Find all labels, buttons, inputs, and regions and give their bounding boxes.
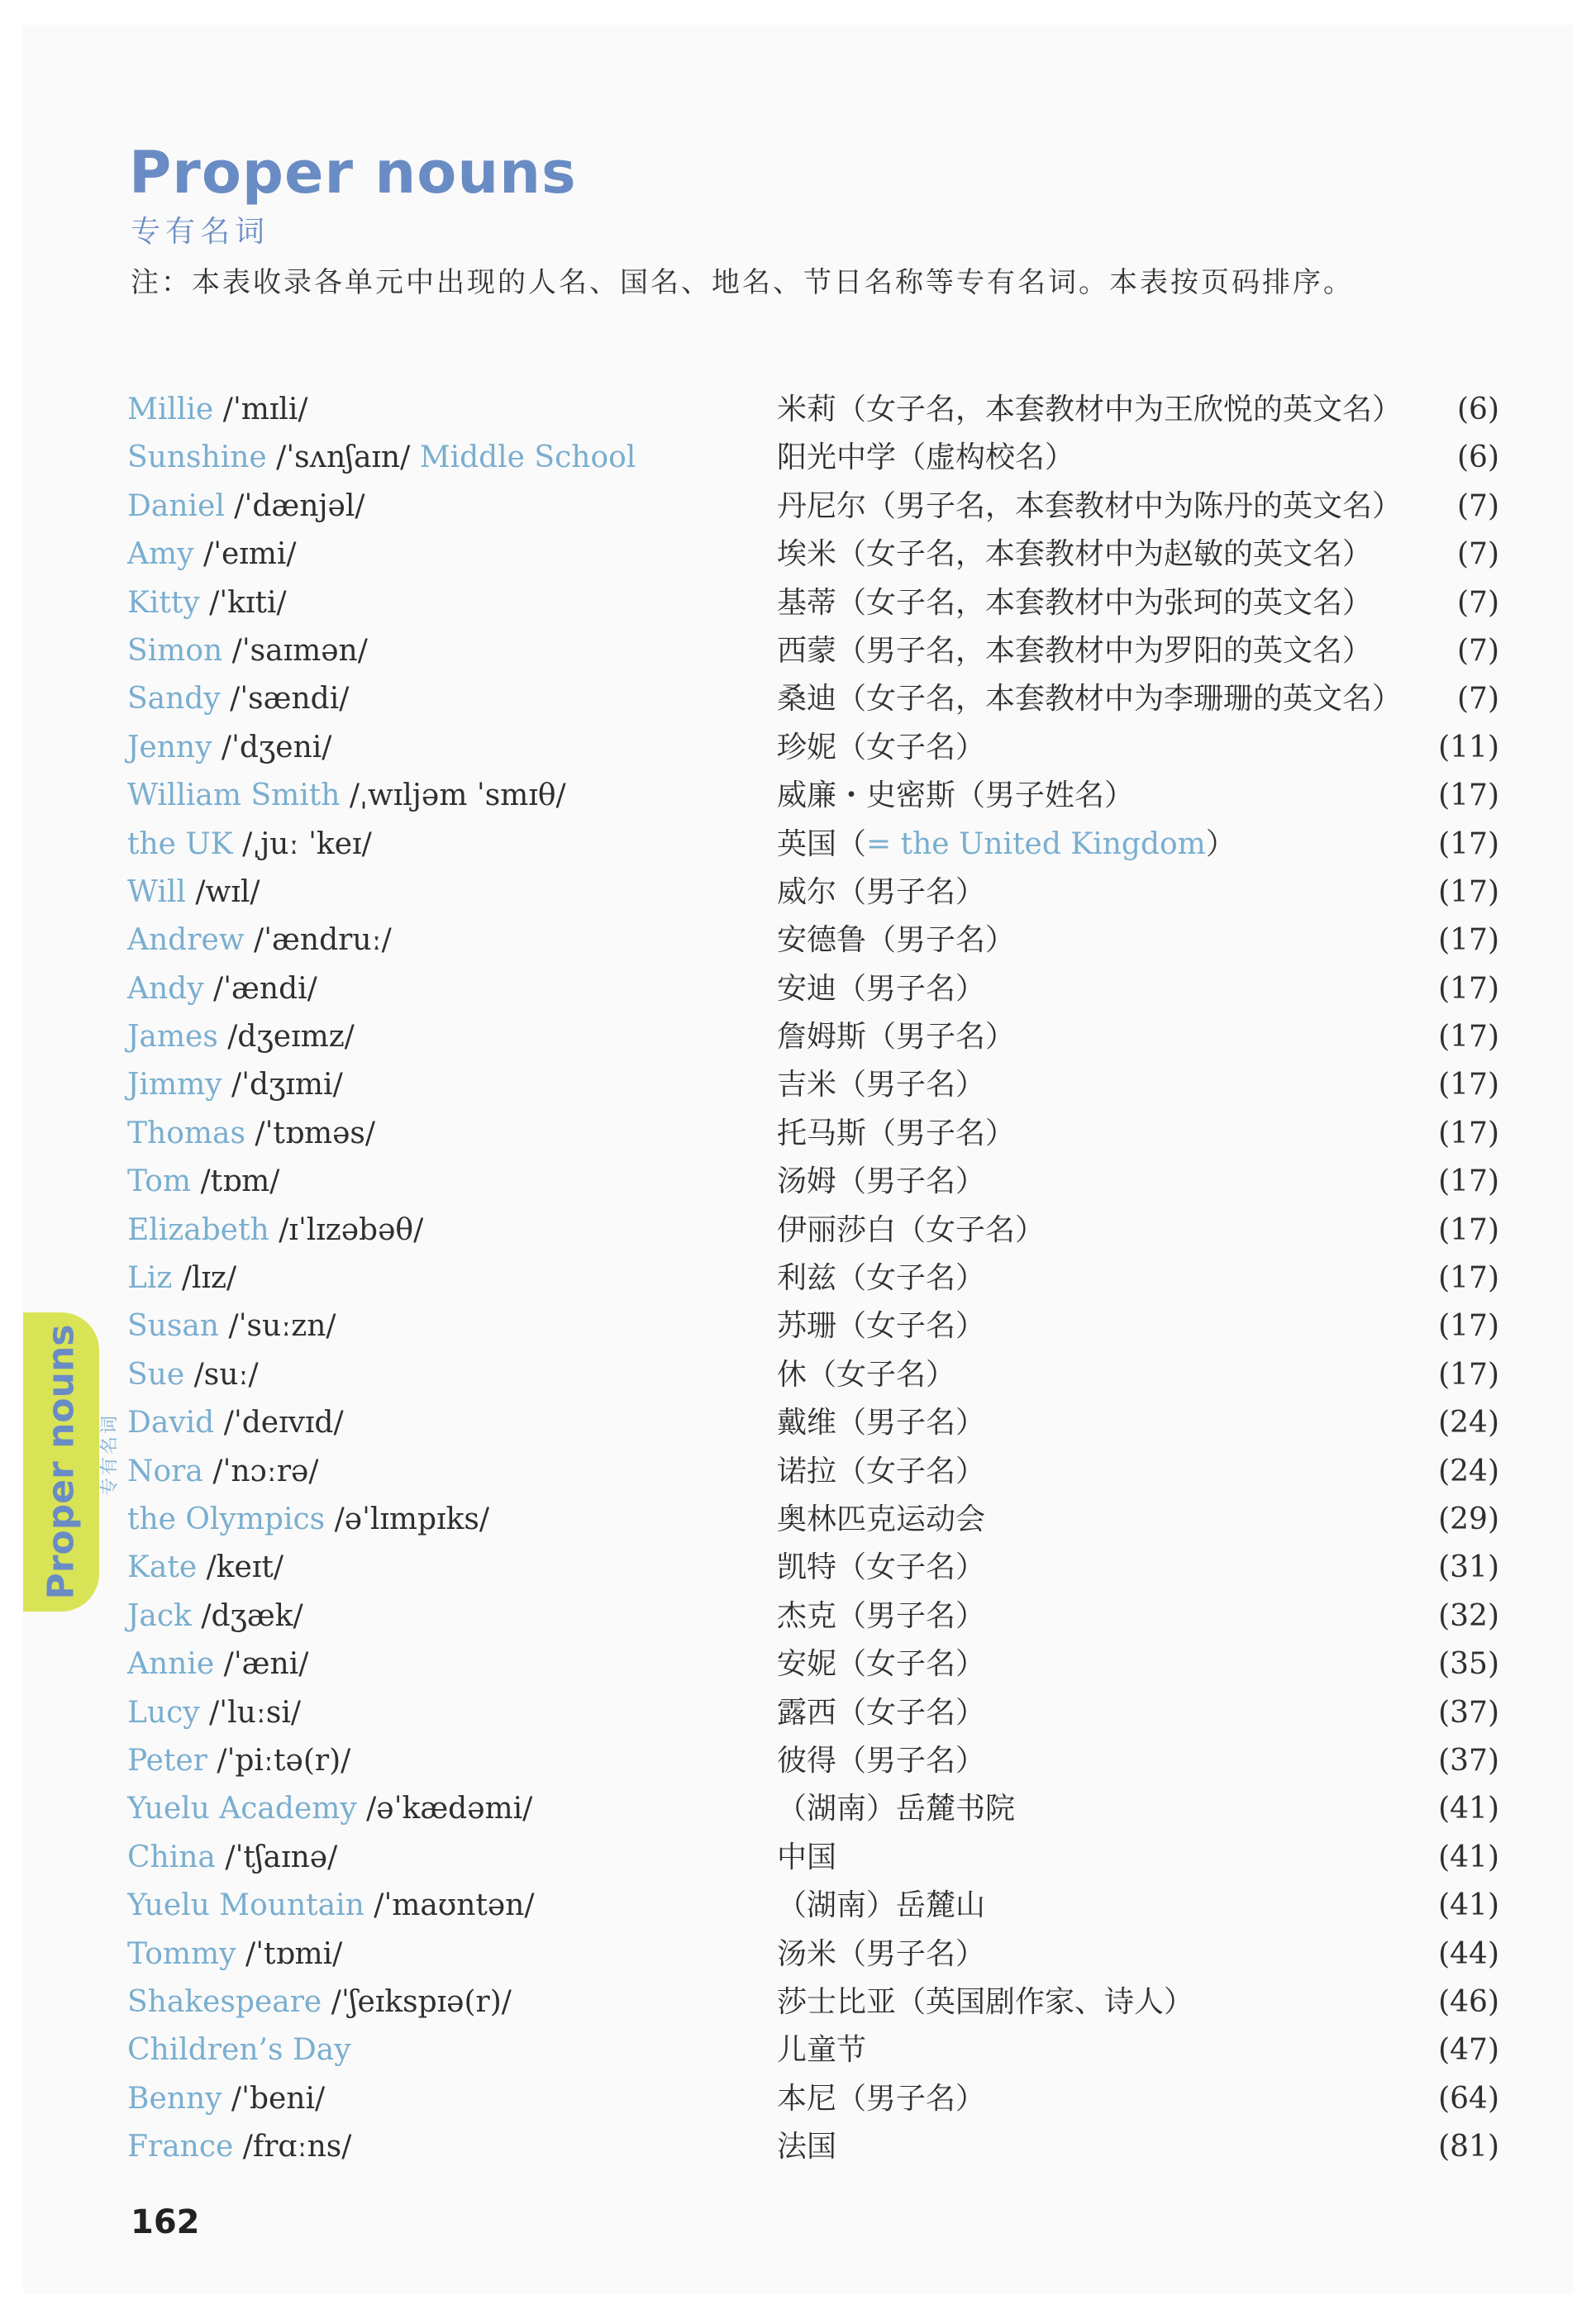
entry-chinese (777, 1882, 985, 1930)
entry-word: Elizabeth (127, 1212, 269, 1247)
entry-chinese (777, 627, 1372, 675)
list-item (127, 1882, 1499, 1930)
entry-english (127, 724, 331, 772)
entry-page-ref: (81) (1438, 2130, 1499, 2164)
entry-word: Andy (127, 971, 204, 1006)
entry-english (127, 1013, 355, 1061)
entry-chinese (777, 1399, 985, 1447)
list-item (127, 1785, 1499, 1833)
entry-chinese-text: 彼得（男子名） (777, 1743, 986, 1778)
entry-chinese-text: 安妮（女子名） (777, 1647, 986, 1682)
entry-word: Daniel (127, 488, 225, 523)
list-item (127, 821, 1499, 869)
list-item (127, 1640, 1499, 1688)
entry-page-ref: (11) (1438, 730, 1499, 764)
list-item (127, 917, 1499, 964)
list-item (127, 1351, 1499, 1399)
entry-chinese-text: 露西（女子名） (777, 1695, 986, 1730)
entry-chinese (777, 1302, 985, 1350)
entry-page-ref: (41) (1438, 1888, 1499, 1923)
entry-pronunciation: /keɪt/ (206, 1550, 283, 1585)
entry-word-continued: Middle School (419, 440, 636, 475)
entry-word: Jenny (127, 730, 212, 764)
list-item (127, 1448, 1499, 1496)
entry-chinese-text: 埃米（女子名，本套教材中为赵敏的英文名） (777, 537, 1373, 572)
entry-page-ref: (17) (1438, 1020, 1499, 1055)
entry-word: China (127, 1840, 216, 1874)
entry-word: Thomas (127, 1116, 245, 1150)
entry-page-ref: (46) (1438, 1984, 1499, 2019)
list-item (127, 2123, 1499, 2171)
entry-pronunciation: /suː/ (193, 1357, 259, 1392)
entry-word: Nora (127, 1454, 203, 1488)
entry-chinese-text: 米莉（女子名，本套教材中为王欣悦的英文名） (777, 393, 1403, 426)
entry-page-ref: (17) (1438, 1164, 1499, 1199)
entry-pronunciation: /dʒeɪmz/ (227, 1020, 355, 1055)
entry-english (127, 1979, 512, 2026)
entry-chinese-text: 利兹（女子名） (777, 1261, 986, 1296)
entry-page-ref: (31) (1438, 1550, 1499, 1585)
entry-pronunciation: /ˈdʒeni/ (221, 730, 332, 764)
entry-chinese-text: 丹尼尔（男子名，本套教材中为陈丹的英文名） (777, 488, 1403, 523)
entry-pronunciation: /ˈtɒmi/ (245, 1936, 343, 1971)
entry-page-ref: (17) (1438, 923, 1499, 958)
entry-page-ref: (6) (1457, 393, 1499, 426)
entry-english (127, 1931, 342, 1979)
entry-chinese-text: 苏珊（女子名） (777, 1309, 986, 1344)
entry-english (127, 1640, 308, 1688)
entry-english (127, 772, 566, 820)
entry-pronunciation: /ˈændruː/ (254, 923, 392, 958)
entry-chinese-text: 凯特（女子名） (777, 1550, 986, 1585)
list-item (127, 772, 1499, 820)
list-item (127, 1834, 1499, 1882)
entry-page-ref: (7) (1457, 488, 1499, 523)
entry-chinese (777, 1931, 985, 1979)
entry-chinese-text: 戴维（男子名） (777, 1406, 986, 1440)
side-tab-label: Proper nouns (40, 1324, 83, 1600)
entry-chinese (777, 1255, 985, 1302)
entry-chinese (777, 1496, 985, 1544)
entry-pronunciation: /ˈbeni/ (231, 2081, 326, 2116)
entry-chinese-text: 法国 (777, 2130, 837, 2164)
entry-page-ref: (32) (1438, 1598, 1499, 1633)
entry-pronunciation: /ˈsaɪmən/ (231, 633, 368, 668)
entry-word: Sandy (127, 682, 221, 717)
entry-chinese (777, 1207, 1045, 1255)
entry-word: David (127, 1406, 215, 1440)
list-item (127, 1158, 1499, 1206)
entry-english (127, 821, 372, 869)
entry-chinese (777, 1834, 836, 1882)
entry-english (127, 1302, 336, 1350)
entry-pronunciation: /ˌjuː ˈkeɪ/ (242, 826, 372, 861)
entry-list (127, 386, 1499, 2171)
list-item (127, 675, 1499, 723)
entry-english (127, 2123, 351, 2171)
entry-english (127, 2026, 351, 2074)
entry-english (127, 869, 260, 917)
entry-word: Will (127, 874, 186, 909)
entry-page-ref: (44) (1438, 1936, 1499, 1971)
list-item (127, 1496, 1499, 1544)
entry-pronunciation: /ˈtʃaɪnə/ (225, 1840, 338, 1874)
entry-page-ref: (47) (1438, 2033, 1499, 2068)
entry-pronunciation: /lɪz/ (181, 1261, 237, 1296)
entry-english (127, 627, 368, 675)
entry-english (127, 1399, 344, 1447)
entry-chinese (777, 772, 1134, 820)
entry-chinese (777, 1061, 985, 1109)
entry-chinese-text: 伊丽莎白（女子名） (777, 1212, 1046, 1247)
entry-pronunciation: /frɑːns/ (242, 2130, 352, 2164)
list-item (127, 1207, 1499, 1255)
entry-pronunciation: /ˈsændi/ (230, 682, 350, 717)
entry-english (127, 1061, 343, 1109)
list-item (127, 965, 1499, 1013)
side-sublabel-wrap (96, 1388, 121, 1521)
list-item (127, 1979, 1499, 2026)
entry-chinese (777, 869, 985, 917)
entry-pronunciation: /ˈʃeɪkspɪə(r)/ (331, 1984, 512, 2019)
entry-english (127, 917, 392, 964)
entry-chinese (777, 1593, 985, 1640)
entry-english (127, 1496, 489, 1544)
entry-chinese (777, 579, 1372, 627)
entry-pronunciation: /ˈnɔːrə/ (212, 1454, 319, 1488)
entry-english (127, 1255, 236, 1302)
entry-english (127, 1544, 283, 1592)
list-item (127, 434, 1499, 482)
list-item (127, 531, 1499, 579)
entry-chinese (777, 675, 1402, 723)
entry-chinese-text: 休（女子名） (777, 1357, 956, 1392)
entry-chinese-text: （湖南）岳麓书院 (777, 1792, 1016, 1826)
entry-chinese-text: 托马斯（男子名） (777, 1116, 1016, 1150)
entry-english (127, 1593, 303, 1640)
page-note: 注：本表收录各单元中出现的人名、国名、地名、节日名称等专有名词。本表按页码排序。 (131, 266, 1354, 299)
list-item (127, 1689, 1499, 1737)
entry-pronunciation: /ˈdʒɪmi/ (231, 1068, 343, 1102)
entry-chinese (777, 434, 1074, 482)
entry-word: France (127, 2130, 234, 2164)
entry-pronunciation: /ˈkɪti/ (209, 585, 287, 620)
entry-page-ref: (37) (1438, 1743, 1499, 1778)
list-item (127, 1110, 1499, 1158)
entry-english (127, 965, 317, 1013)
entry-chinese (777, 1737, 985, 1785)
entry-english (127, 386, 308, 434)
entry-chinese (777, 1785, 1015, 1833)
list-item (127, 2075, 1499, 2123)
entry-page-ref: (17) (1438, 971, 1499, 1006)
list-item (127, 1544, 1499, 1592)
entry-english (127, 1882, 535, 1930)
entry-word: Jimmy (127, 1068, 222, 1102)
entry-chinese-text: 本尼（男子名） (777, 2081, 986, 2116)
entry-english (127, 1737, 350, 1785)
entry-pronunciation: /dʒæk/ (201, 1598, 303, 1633)
entry-chinese (777, 483, 1402, 531)
entry-word: Tom (127, 1164, 192, 1199)
entry-pronunciation: /ˈændi/ (213, 971, 317, 1006)
entry-pronunciation: /ˈpiːtə(r)/ (217, 1743, 351, 1778)
entry-chinese-text: 安迪（男子名） (777, 971, 986, 1006)
entry-chinese-text: 莎士比亚（英国剧作家、诗人） (777, 1984, 1194, 2019)
entry-pronunciation: /ɪˈlɪzəbəθ/ (279, 1212, 424, 1247)
entry-page-ref: (6) (1457, 440, 1499, 475)
entry-chinese-text: 安德鲁（男子名） (777, 923, 1016, 958)
entry-chinese-text: （湖南）岳麓山 (777, 1888, 986, 1923)
entry-pronunciation: /ˈæni/ (223, 1647, 309, 1682)
entry-english (127, 1834, 337, 1882)
list-item (127, 483, 1499, 531)
page-subtitle: 专有名词 (131, 215, 270, 249)
entry-chinese-text: 詹姆斯（男子名） (777, 1020, 1016, 1055)
side-tab-label-wrap (23, 1312, 99, 1612)
entry-word: Andrew (127, 923, 245, 958)
entry-chinese (777, 1110, 1015, 1158)
page-title: Proper nouns (129, 139, 577, 207)
entry-pronunciation: /tɒm/ (200, 1164, 280, 1199)
entry-chinese-text: 儿童节 (777, 2033, 867, 2068)
entry-chinese-text: 英国（ (777, 826, 867, 861)
entry-chinese (777, 531, 1372, 579)
entry-chinese-text: 吉米（男子名） (777, 1068, 986, 1102)
entry-word: the Olympics (127, 1502, 326, 1536)
entry-page-ref: (7) (1457, 585, 1499, 620)
entry-chinese-text: 诺拉（女子名） (777, 1454, 986, 1488)
entry-chinese-text: 阳光中学（虚构校名） (777, 440, 1075, 475)
entry-chinese (777, 2123, 836, 2171)
entry-page-ref: (17) (1438, 779, 1499, 813)
entry-page-ref: (37) (1438, 1695, 1499, 1730)
entry-word: Millie (127, 393, 214, 426)
entry-word: Shakespeare (127, 1984, 322, 2019)
entry-pronunciation: /ˈsuːzn/ (228, 1309, 336, 1344)
entry-chinese (777, 917, 1015, 964)
entry-word: Yuelu Academy (127, 1792, 357, 1826)
entry-word: Lucy (127, 1695, 200, 1730)
entry-word: Tommy (127, 1936, 236, 1971)
entry-english (127, 1351, 259, 1399)
entry-word: Children’s Day (127, 2033, 351, 2068)
entry-page-ref: (64) (1438, 2081, 1499, 2116)
list-item (127, 579, 1499, 627)
entry-chinese-text: 奥林匹克运动会 (777, 1502, 986, 1536)
entry-english (127, 1207, 423, 1255)
entry-pronunciation: /ˈsʌnʃaɪn/ (276, 440, 411, 475)
entry-page-ref: (41) (1438, 1792, 1499, 1826)
entry-chinese (777, 386, 1402, 434)
entry-word: Annie (127, 1647, 215, 1682)
entry-chinese (777, 965, 985, 1013)
entry-word: Amy (127, 537, 194, 572)
list-item (127, 1302, 1499, 1350)
entry-word: Jack (127, 1598, 192, 1633)
entry-page-ref: (17) (1438, 1261, 1499, 1296)
entry-english (127, 1110, 375, 1158)
entry-chinese-text: 汤米（男子名） (777, 1936, 986, 1971)
entry-page-ref: (17) (1438, 874, 1499, 909)
entry-word: Kate (127, 1550, 198, 1585)
entry-english (127, 675, 349, 723)
list-item (127, 724, 1499, 772)
entry-page-ref: (24) (1438, 1454, 1499, 1488)
entry-page-ref: (41) (1438, 1840, 1499, 1874)
entry-chinese (777, 1351, 955, 1399)
entry-word: Yuelu Mountain (127, 1888, 364, 1923)
entry-english (127, 531, 297, 579)
entry-chinese (777, 821, 1236, 869)
entry-pronunciation: /ˈdænjəl/ (234, 488, 365, 523)
entry-page-ref: (7) (1457, 537, 1499, 572)
list-item (127, 1931, 1499, 1979)
entry-chinese (777, 1640, 985, 1688)
entry-page-ref: (29) (1438, 1502, 1499, 1536)
entry-chinese (777, 1013, 1015, 1061)
entry-pronunciation: /ˈeɪmi/ (202, 537, 297, 572)
entry-chinese-text: 威尔（男子名） (777, 874, 986, 909)
entry-word: the UK (127, 826, 233, 861)
entry-page-ref: (17) (1438, 826, 1499, 861)
entry-english (127, 1158, 279, 1206)
list-item (127, 386, 1499, 434)
entry-chinese (777, 1544, 985, 1592)
entry-chinese (777, 724, 985, 772)
entry-pronunciation: /ˈmaʊntən/ (374, 1888, 535, 1923)
entry-page-ref: (17) (1438, 1212, 1499, 1247)
entry-chinese-end: ） (1205, 826, 1236, 861)
page-number: 162 (131, 2203, 200, 2241)
entry-chinese-text: 珍妮（女子名） (777, 730, 986, 764)
entry-chinese-text: 中国 (777, 1840, 837, 1874)
entry-word: Sunshine (127, 440, 267, 475)
entry-pronunciation: /ˈmɪli/ (222, 393, 308, 426)
entry-english (127, 2075, 325, 2123)
entry-english (127, 1448, 318, 1496)
entry-page-ref: (7) (1457, 633, 1499, 668)
list-item (127, 869, 1499, 917)
entry-word: William Smith (127, 779, 341, 813)
entry-chinese (777, 1448, 985, 1496)
entry-chinese-text: 汤姆（男子名） (777, 1164, 986, 1199)
entry-pronunciation: /ˌwɪljəm ˈsmɪθ/ (349, 779, 566, 813)
list-item (127, 1255, 1499, 1302)
entry-pronunciation: /ˈtɒməs/ (255, 1116, 375, 1150)
entry-word: James (127, 1020, 218, 1055)
entry-chinese-text: 威廉・史密斯（男子姓名） (777, 779, 1135, 813)
list-item (127, 1013, 1499, 1061)
entry-chinese (777, 1979, 1193, 2026)
entry-page-ref: (17) (1438, 1068, 1499, 1102)
entry-pronunciation: /ˈdeɪvɪd/ (223, 1406, 344, 1440)
entry-page-ref: (35) (1438, 1647, 1499, 1682)
list-item (127, 2026, 1499, 2074)
side-sublabel: 专有名词 (99, 1412, 121, 1497)
entry-word: Simon (127, 633, 223, 668)
entry-pronunciation: /əˈkædəmi/ (366, 1792, 533, 1826)
list-item (127, 1737, 1499, 1785)
entry-word: Benny (127, 2081, 222, 2116)
entry-chinese (777, 1158, 985, 1206)
entry-word: Peter (127, 1743, 207, 1778)
entry-page-ref: (17) (1438, 1116, 1499, 1150)
entry-chinese-text: 基蒂（女子名，本套教材中为张珂的英文名） (777, 585, 1373, 620)
entry-word: Kitty (127, 585, 200, 620)
entry-chinese-text: 桑迪（女子名，本套教材中为李珊珊的英文名） (777, 682, 1403, 717)
entry-chinese (777, 2075, 985, 2123)
entry-pronunciation: /wɪl/ (195, 874, 260, 909)
entry-pronunciation: /əˈlɪmpɪks/ (334, 1502, 490, 1536)
entry-english (127, 1785, 532, 1833)
entry-page-ref: (24) (1438, 1406, 1499, 1440)
entry-word: Sue (127, 1357, 185, 1392)
entry-chinese-text: 西蒙（男子名，本套教材中为罗阳的英文名） (777, 633, 1373, 668)
list-item (127, 1399, 1499, 1447)
entry-chinese (777, 2026, 866, 2074)
entry-english (127, 434, 636, 482)
entry-page-ref: (17) (1438, 1309, 1499, 1344)
entry-english (127, 1689, 301, 1737)
list-item (127, 1061, 1499, 1109)
list-item (127, 1593, 1499, 1640)
entry-chinese-accent: = the United Kingdom (866, 826, 1206, 861)
entry-english (127, 483, 365, 531)
entry-chinese (777, 1689, 985, 1737)
entry-pronunciation: /ˈluːsi/ (209, 1695, 302, 1730)
entry-word: Susan (127, 1309, 219, 1344)
list-item (127, 627, 1499, 675)
entry-page-ref: (17) (1438, 1357, 1499, 1392)
entry-english (127, 579, 287, 627)
entry-chinese-text: 杰克（男子名） (777, 1598, 986, 1633)
entry-page-ref: (7) (1457, 682, 1499, 717)
entry-word: Liz (127, 1261, 173, 1296)
